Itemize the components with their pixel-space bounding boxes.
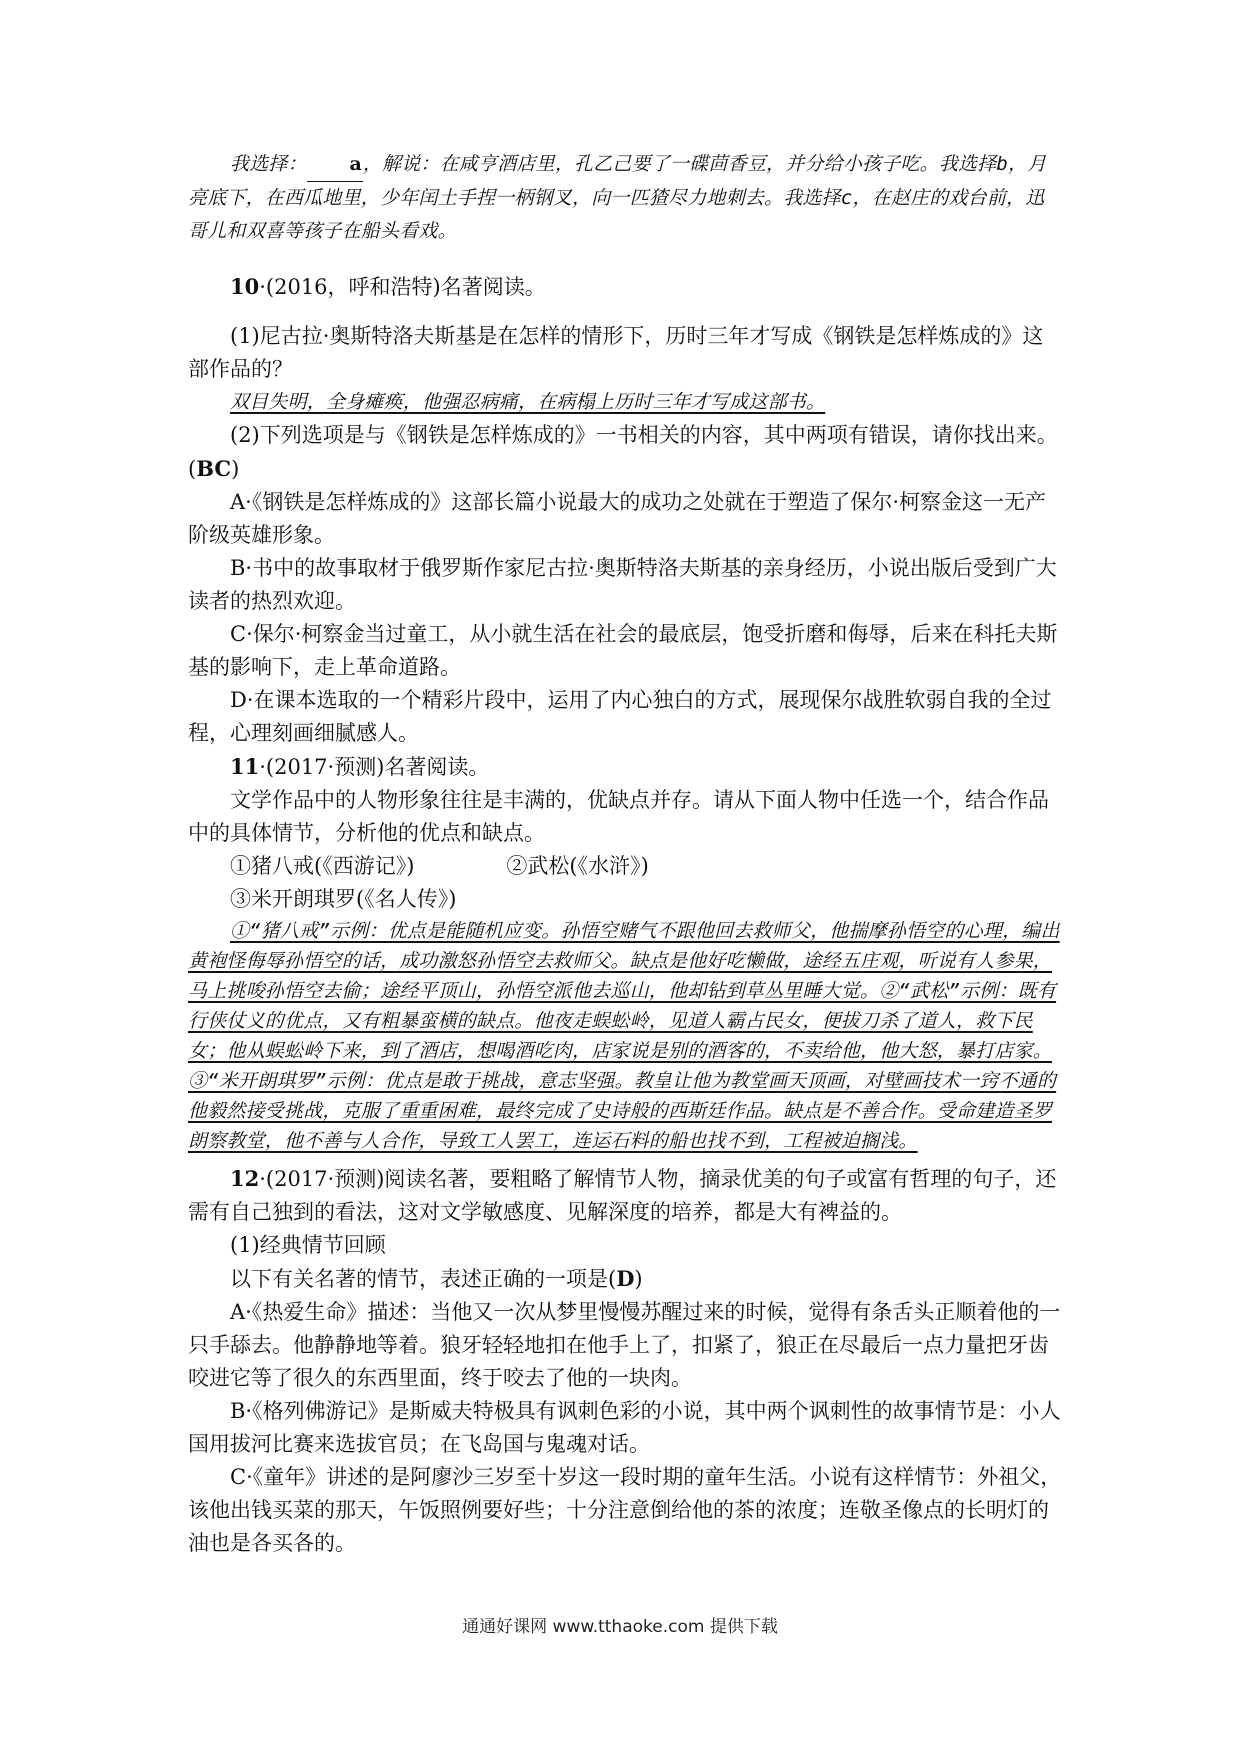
question-title: ·(2017·预测)名著阅读。 — [259, 755, 490, 779]
question-number: 11 — [230, 754, 260, 779]
option-a: A·《热爱生命》描述：当他又一次从梦里慢慢苏醒过来的时候，觉得有条舌头正顺着他的一只手舔去。他静静地等着。狼牙轻轻地扣在他手上了，扣紧了，狼正在尽最后一点力量把牙齿咬进它等了很久的东西里面，终于咬去了他的一块肉。 — [188, 1300, 1061, 1390]
sub-question-text: 以下有关名著的情节，表述正确的一项是( — [230, 1267, 617, 1291]
question-12-header — [188, 1162, 1063, 1229]
question-11-choices — [188, 850, 1063, 883]
question-10-sub2 — [188, 419, 1063, 486]
option-c: C·《童年》讲述的是阿廖沙三岁至十岁这一段时期的童年生活。小说有这样情节：外祖父，该他出钱买菜的那天，午饭照例要好些；十分注意倒给他的茶的浓度；连敬圣像点的长明灯的油也是各买各的。 — [188, 1465, 1062, 1555]
question-11-header — [188, 750, 1063, 784]
option-d: D·在课本选取的一个精彩片段中，运用了内心独白的方式，展现保尔战胜软弱自我的全过程，心理刻画细腻感人。 — [188, 688, 1052, 745]
paren-close: ) — [231, 457, 240, 481]
sub-question-answer: D — [616, 1266, 635, 1291]
question-title: ·(2016，呼和浩特)名著阅读。 — [259, 275, 546, 299]
sub-question-answer: BC — [196, 456, 232, 481]
option-b: B·书中的故事取材于俄罗斯作家尼古拉·奥斯特洛夫斯基的亲身经历，小说出版后受到广大读者的热烈欢迎。 — [188, 556, 1057, 613]
option-b: B·《格列佛游记》是斯威夫特极具有讽刺色彩的小说，其中两个讽刺性的故事情节是：小人国用拔河比赛来选拔官员；在飞岛国与鬼魂对话。 — [188, 1399, 1061, 1456]
question-title: ·(2017·预测)阅读名著，要粗略了解情节人物，摘录优美的句子或富有哲理的句子，还需有自己独到的看法，这对文学敏感度、见解深度的培养，都是大有裨益的。 — [188, 1167, 1057, 1224]
answer-prefix: 我选择： — [230, 153, 307, 175]
answer-blank: a — [307, 148, 363, 182]
question-11-intro: 文学作品中的人物形象往往是丰满的，优缺点并存。请从下面人物中任选一个，结合作品中的具体情节，分析他的优点和缺点。 — [188, 788, 1049, 845]
paren-close: ) — [634, 1267, 643, 1291]
choice-zhubajie: ①猪八戒(《西游记》) — [230, 854, 415, 878]
question-number: 12 — [230, 1166, 260, 1191]
question-12-sub1-title: (1)经典情节回顾 — [230, 1233, 386, 1257]
document-content — [188, 148, 1063, 1560]
question-number: 10 — [230, 274, 260, 299]
option-c: C·保尔·柯察金当过童工，从小就生活在社会的最底层，饱受折磨和侮辱，后来在科托夫斯基的影响下，走上革命道路。 — [188, 622, 1058, 679]
question-9-answer — [188, 148, 1063, 248]
page-footer: 通通好课网 www.tthaoke.com 提供下载 — [462, 1617, 778, 1637]
question-10-sub1-answer: 双目失明，全身瘫痪，他强忍病痛，在病榻上历时三年才写成这部书。 — [230, 391, 826, 413]
choice-wusong: ②武松(《水浒》) — [506, 854, 649, 878]
option-a: A·《钢铁是怎样炼成的》这部长篇小说最大的成功之处就在于塑造了保尔·柯察金这一无产阶级英雄形象。 — [188, 490, 1047, 547]
question-11-answer: ①“猪八戒”示例：优点是能随机应变。孙悟空赌气不跟他回去救师父，他揣摩孙悟空的心理，编出黄袍怪侮辱孙悟空的话，成功激怒孙悟空去救师父。缺点是他好吃懒做，途经五庄观，听说有人参果，马上挑唆孙悟空去偷；途经平顶山，孙悟空派他去巡山，他却钻到草丛里睡大觉。②“武松”示例：既有行侠仗义的优点，又有粗暴蛮横的缺点。他夜走蜈蚣岭，见道人霸占民女，便拔刀杀了道人，救下民女；他从蜈蚣岭下来，到了酒店，想喝酒吃肉，店家说是别的酒客的，不卖给他，他大怒，暴打店家。③“米开朗琪罗”示例：优点是敢于挑战，意志坚强。教皇让他为教堂画天顶画，对壁画技术一窍不通的他毅然接受挑战，克服了重重困难，最终完成了史诗般的西斯廷作品。缺点是不善合作。受命建造圣罗朗察教堂，他不善与人合作，导致工人罢工，连运石料的船也找不到，工程被迫搁浅。 — [188, 920, 1060, 1152]
question-12-sub1 — [188, 1262, 1063, 1296]
question-10-header — [188, 270, 1063, 304]
sub-question-text: (2)下列选项是与《钢铁是怎样炼成的》一书相关的内容，其中两项有错误，请你找出来。( — [188, 423, 1058, 481]
choice-michelangelo: ③米开朗琪罗(《名人传》) — [230, 887, 457, 911]
answer-explanation: ，解说：在咸亨酒店里，孔乙己要了一碟茴香豆，并分给小孩子吃。我选择b，月亮底下，在西瓜地里，少年闰土手捏一柄钢叉，向一匹猹尽力地刺去。我选择c，在赵庄的戏台前，迅哥儿和双喜等孩子在船头看戏。 — [188, 153, 1047, 242]
question-10-sub1: (1)尼古拉·奥斯特洛夫斯基是在怎样的情形下，历时三年才写成《钢铁是怎样炼成的》这部作品的？ — [188, 324, 1044, 381]
